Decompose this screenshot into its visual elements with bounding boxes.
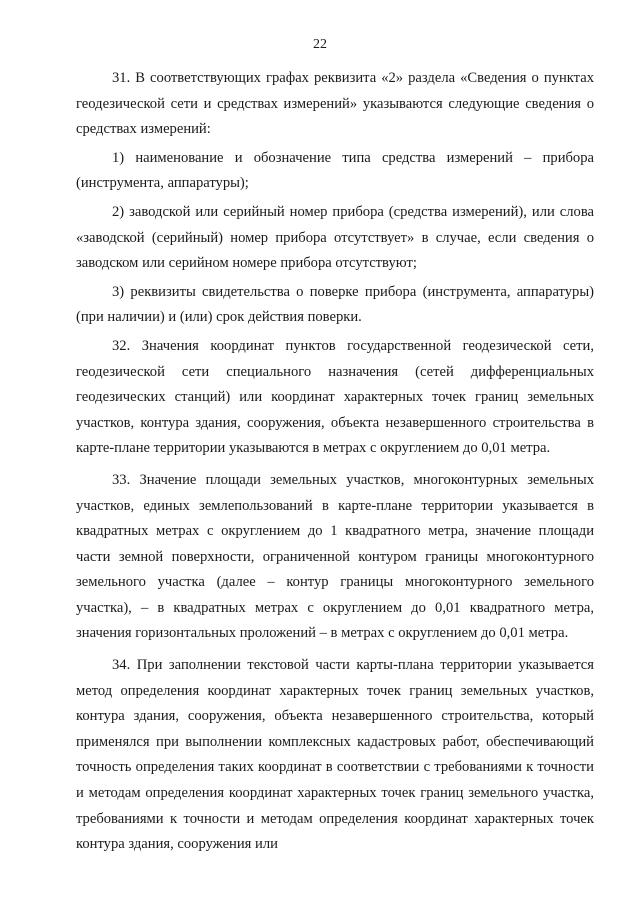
paragraph-32: 32. Значения координат пунктов государственной геодезической сети, геодезической сети специального назначения (сетей дифференциальных геодезических станций) или координат характерных точек границ земельных участков, контура здания, сооружения, объекта незавершенного строительства в карте-плане территории указываются в метрах с округлением до 0,01 метра.	[76, 337, 594, 457]
paragraph-34: 34. При заполнении текстовой части карты-плана территории указывается метод определения координат характерных точек границ земельных участков, контура здания, сооружения, объекта незавершенного строительства, который применялся при выполнении комплексных кадастровых работ, обеспечивающий точность определения таких координат в соответствии с требованиями к точности и методам определения координат характерных точек границ земельного участка, требованиями к точности и методам определения координат характерных точек контура здания, сооружения или	[76, 657, 594, 853]
list-item-2: 2) заводской или серийный номер прибора (средства измерений), или слова «заводской (серийный) номер прибора отсутствует» в случае, если сведения о заводском или серийном номере прибора отсутствуют;	[76, 203, 594, 272]
list-item-1: 1) наименование и обозначение типа средства измерений – прибора (инструмента, аппаратуры);	[76, 149, 594, 192]
list-item-3: 3) реквизиты свидетельства о поверке прибора (инструмента, аппаратуры) (при наличии) и (или) срок действия поверки.	[76, 283, 594, 326]
document-body	[76, 66, 594, 858]
paragraph-31: 31. В соответствующих графах реквизита «2» раздела «Сведения о пунктах геодезической сети и средствах измерений» указываются следующие сведения о средствах измерений:	[76, 70, 594, 138]
page-number: 22	[313, 37, 327, 52]
paragraph-33: 33. Значение площади земельных участков, многоконтурных земельных участков, единых землепользований в карте-плане территории указывается в квадратных метрах с округлением до 1 квадратного метра, значение площади части земной поверхности, ограниченной контуром границы многоконтурного земельного участка (далее – контур границы многоконтурного земельного участка), – в квадратных метрах с округлением до 0,01 квадратного метра, значения горизонтальных проложений – в метрах с округлением до 0,01 метра.	[76, 471, 594, 642]
